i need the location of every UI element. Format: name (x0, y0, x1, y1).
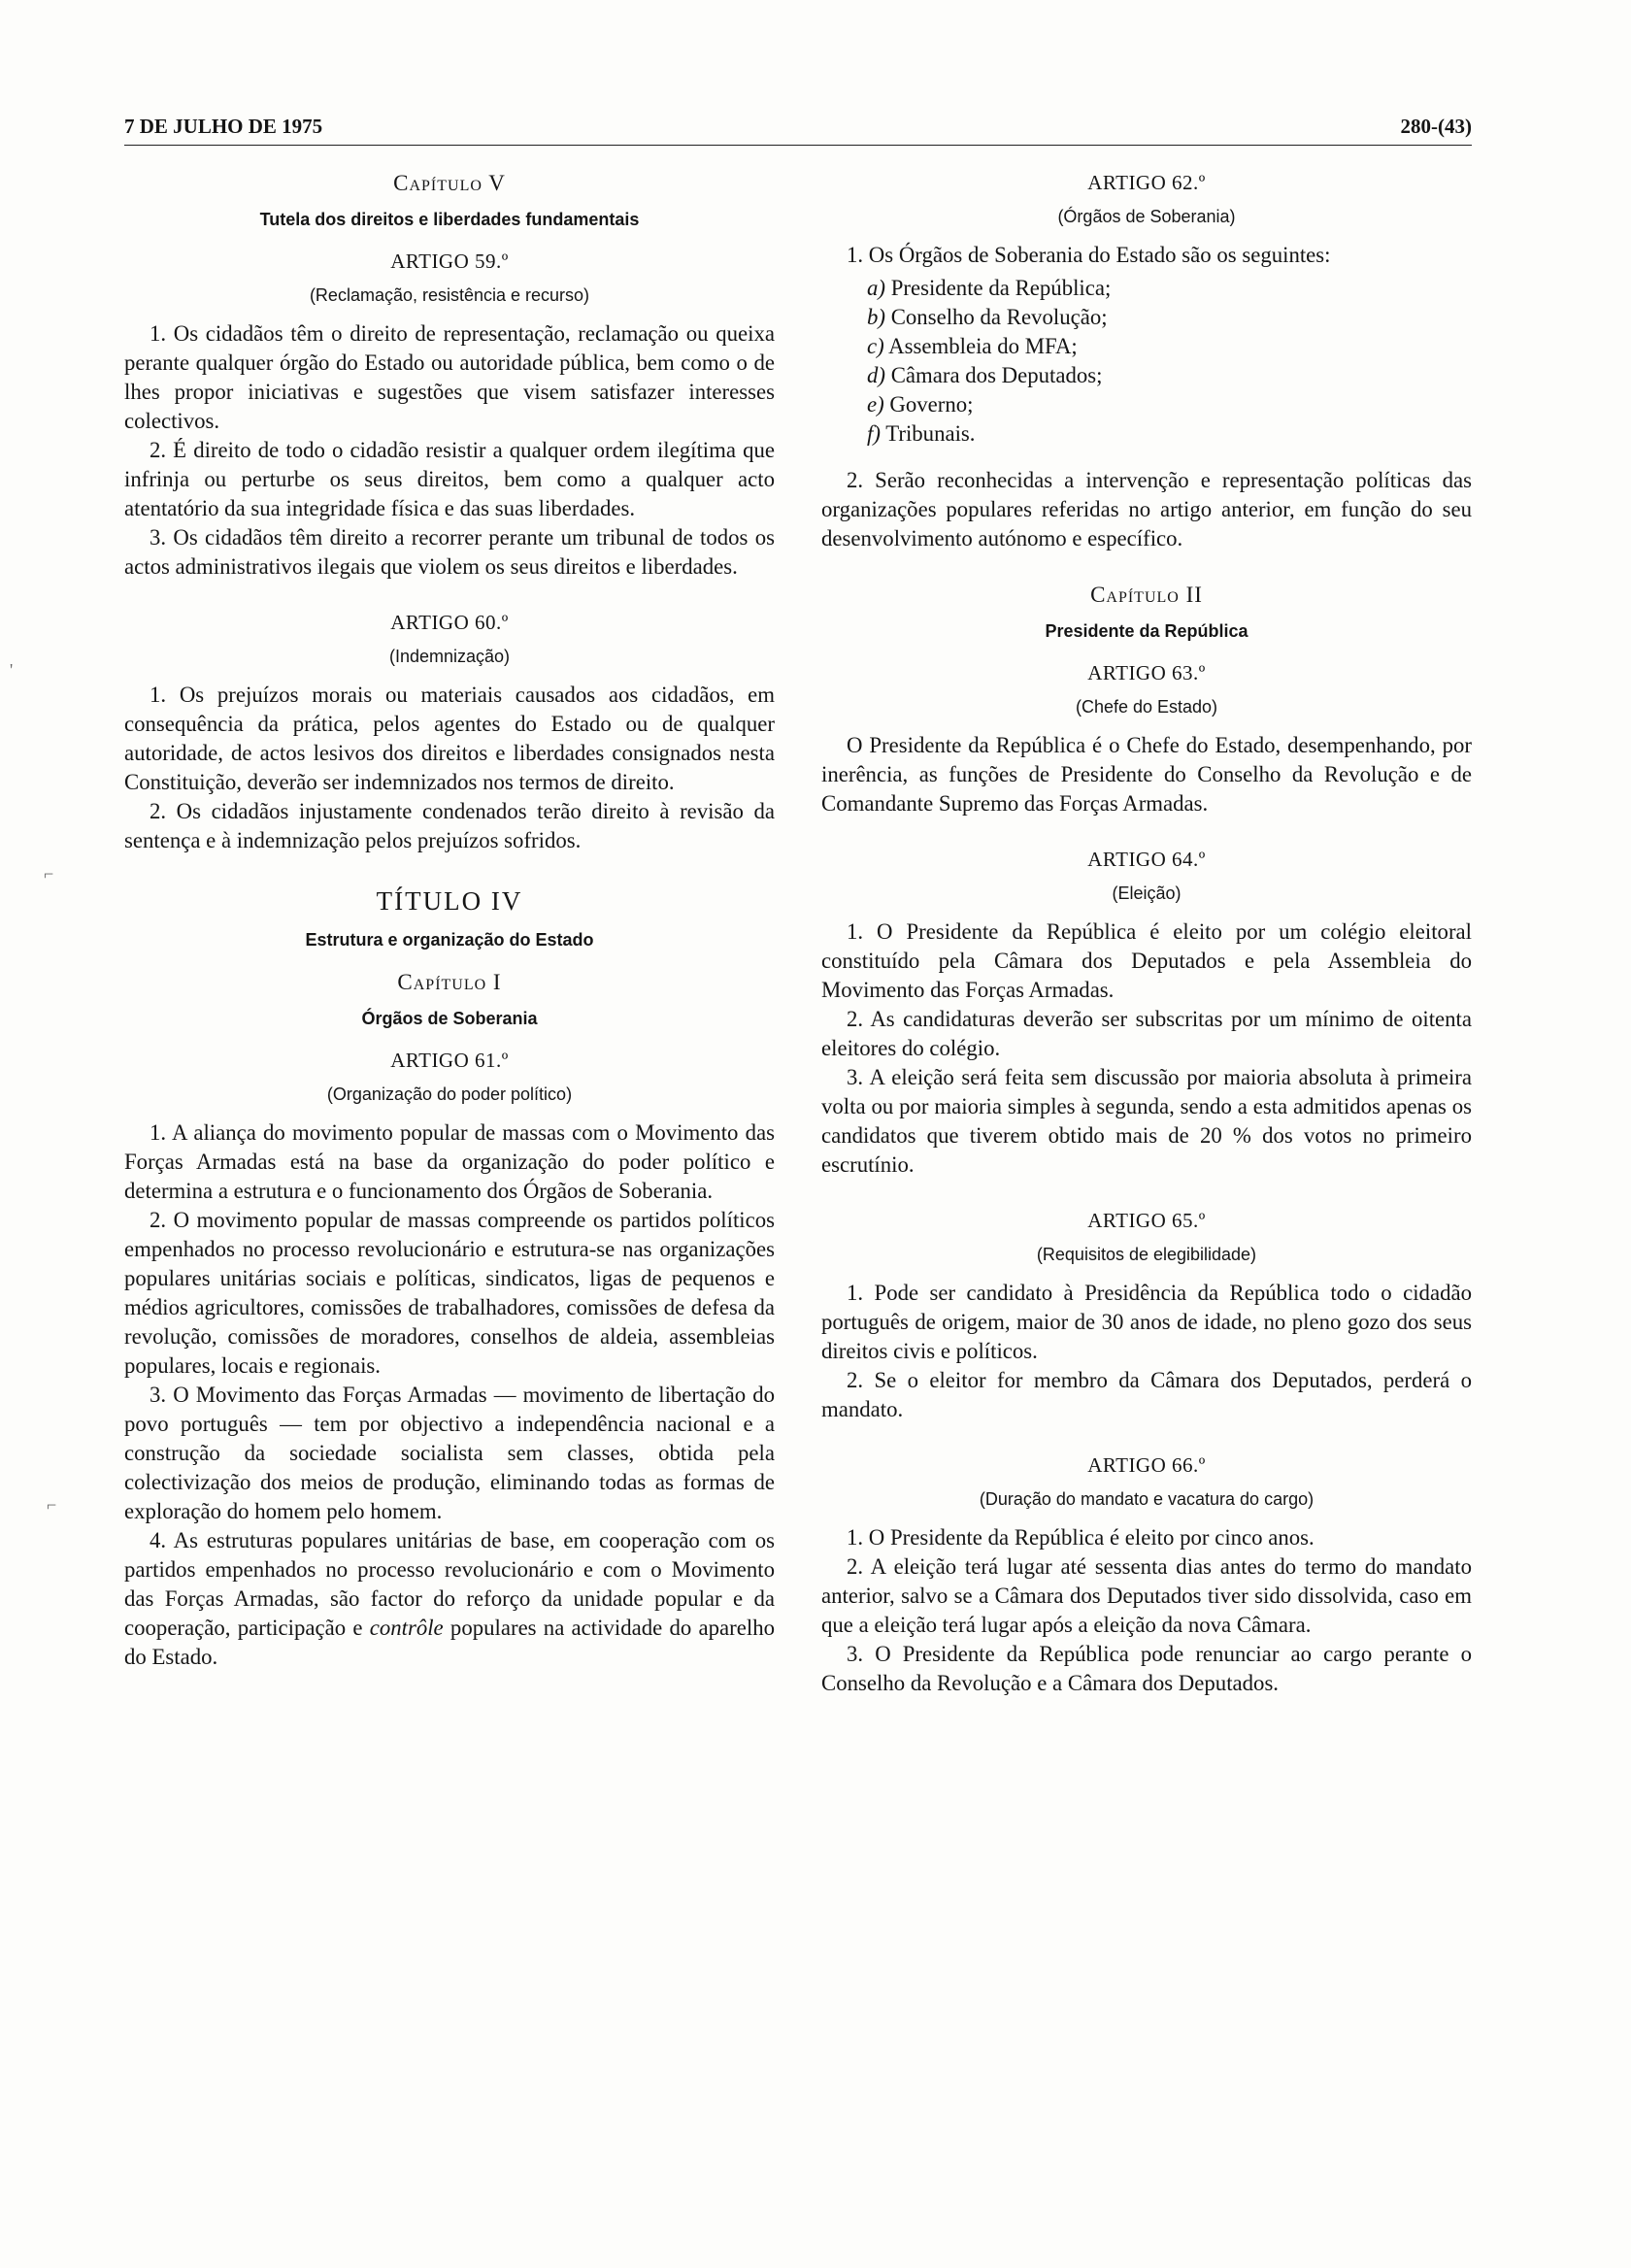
chapter-title: Presidente da República (1045, 621, 1248, 641)
chapter-heading: Capítulo I (397, 970, 502, 994)
article-subtitle: (Reclamação, resistência e recurso) (309, 285, 590, 305)
paragraph: 1. O Presidente da República é eleito por cinco anos. (847, 1525, 1315, 1550)
article-heading: ARTIGO 63.º (1087, 661, 1206, 684)
running-header (124, 115, 1472, 146)
paragraph: 2. Serão reconhecidas a intervenção e representação políticas das organizações populares referidas no artigo anterior, em função do seu desenvolvimento autónomo e específico. (821, 468, 1472, 550)
list-item: b) Conselho da Revolução; (867, 305, 1108, 329)
article-subtitle: (Eleição) (1112, 884, 1182, 903)
paragraph: 1. O Presidente da República é eleito por um colégio eleitoral constituído pela Câmara dos Deputados e pela Assembleia do Movimento das Forças Armadas. (821, 919, 1472, 1002)
paragraph: 3. Os cidadãos têm direito a recorrer perante um tribunal de todos os actos administrativos ilegais que violem os seus direitos e liberdades. (124, 525, 775, 579)
left-column (124, 171, 775, 1698)
chapter-title: Órgãos de Soberania (361, 1009, 538, 1028)
paragraph: 3. A eleição será feita sem discussão por maioria absoluta à primeira volta ou por maioria simples à segunda, sendo a esta admitidos apenas os candidatos que tiverem obtido mais de 20 % dos votos no primeiro escrutínio. (821, 1065, 1472, 1177)
article-heading: ARTIGO 64.º (1087, 848, 1206, 871)
paragraph: 1. Os cidadãos têm o direito de representação, reclamação ou queixa perante qualquer órgão do Estado ou autoridade pública, bem como o de lhes propor iniciativas e sugestões que visem satisfazer interesses colectivos. (124, 321, 775, 433)
paragraph: 3. O Presidente da República pode renunciar ao cargo perante o Conselho da Revolução e a Câmara dos Deputados. (821, 1642, 1472, 1695)
header-page-number: 280-(43) (1400, 115, 1472, 138)
article-heading: ARTIGO 59.º (390, 250, 509, 273)
paragraph: 2. É direito de todo o cidadão resistir a qualquer ordem ilegítima que infrinja ou perturbe os seus direitos, bem como a qualquer acto atentatório da sua integridade física e das suas liberdades. (124, 438, 775, 520)
list-item: d) Câmara dos Deputados; (867, 363, 1103, 387)
article-heading: ARTIGO 61.º (390, 1049, 509, 1072)
article-heading: ARTIGO 66.º (1087, 1453, 1206, 1477)
article-heading: ARTIGO 60.º (390, 611, 509, 634)
paragraph: 2. A eleição terá lugar até sessenta dias antes do termo do mandato anterior, salvo se a Câmara dos Deputados tiver sido dissolvida, caso em que a eleição terá lugar após a eleição da nova Câmara. (821, 1554, 1472, 1637)
chapter-title: Tutela dos direitos e liberdades fundamentais (259, 210, 640, 229)
italic-term: contrôle (369, 1616, 444, 1640)
scan-speck: ⌐ (47, 1495, 57, 1515)
paragraph: 2. Se o eleitor for membro da Câmara dos Deputados, perderá o mandato. (821, 1368, 1472, 1421)
article-subtitle: (Órgãos de Soberania) (1057, 207, 1236, 226)
list-item: a) Presidente da República; (867, 276, 1112, 300)
article-heading: ARTIGO 65.º (1087, 1209, 1206, 1232)
title-heading: TÍTULO IV (376, 886, 523, 916)
chapter-heading: Capítulo V (393, 171, 506, 195)
scan-speck: ' (10, 660, 14, 680)
article-subtitle: (Indemnização) (388, 647, 511, 666)
paragraph: 1. Os Órgãos de Soberania do Estado são os seguintes: (847, 243, 1331, 267)
paragraph: 2. As candidaturas deverão ser subscritas por um mínimo de oitenta eleitores do colégio. (821, 1007, 1472, 1060)
list-item: c) Assembleia do MFA; (867, 334, 1078, 358)
paragraph: 2. O movimento popular de massas compreende os partidos políticos empenhados no processo revolucionário e estrutura-se nas organizações populares unitárias sociais e políticas, sindicatos, ligas de pequenos e médios agricultores, comissões de trabalhadores, comissões de defesa da revolução, comissões de moradores, conselhos de aldeia, assembleias populares, locais e regionais. (124, 1208, 775, 1378)
organ-list (867, 274, 1472, 449)
paragraph: O Presidente da República é o Chefe do Estado, desempenhando, por inerência, as funções de Presidente do Conselho da Revolução e de Comandante Supremo das Forças Armadas. (821, 733, 1472, 816)
list-item: e) Governo; (867, 392, 974, 417)
paragraph: 1. Os prejuízos morais ou materiais causados aos cidadãos, em consequência da prática, pelos agentes do Estado ou de qualquer autoridade, de actos lesivos dos direitos e liberdades consignados nesta Constituição, deverão ser indemnizados nos termos de direito. (124, 683, 775, 794)
paragraph: 1. A aliança do movimento popular de massas com o Movimento das Forças Armadas está na base da organização do poder político e determina a estrutura e o funcionamento dos Órgãos de Soberania. (124, 1120, 775, 1203)
article-subtitle: (Organização do poder político) (326, 1084, 573, 1104)
list-item: f) Tribunais. (867, 421, 976, 446)
two-column-body (124, 171, 1472, 1698)
right-column (821, 171, 1472, 1698)
paragraph: 3. O Movimento das Forças Armadas — movimento de libertação do povo português — tem por objectivo a independência nacional e a construção da sociedade socialista sem classes, obtida pela colectivização dos meios de produção, eliminando todas as formas de exploração do homem pelo homem. (124, 1383, 775, 1523)
scan-speck: ⌐ (44, 864, 54, 884)
paragraph: 2. Os cidadãos injustamente condenados terão direito à revisão da sentença e à indemnização pelos prejuízos sofridos. (124, 799, 775, 852)
title-subheading: Estrutura e organização do Estado (305, 930, 594, 950)
header-date: 7 DE JULHO DE 1975 (124, 115, 323, 138)
paragraph: 4. As estruturas populares unitárias de base, em cooperação com os partidos empenhados no processo revolucionário e com o Movimento das Forças Armadas, são factor do reforço da unidade popular e da cooperação, participação e contrôle populares na actividade do aparelho do Estado. (124, 1528, 775, 1669)
article-subtitle: (Chefe do Estado) (1075, 697, 1218, 717)
article-subtitle: (Requisitos de elegibilidade) (1036, 1245, 1257, 1264)
article-subtitle: (Duração do mandato e vacatura do cargo) (979, 1489, 1315, 1509)
gazette-page (124, 115, 1472, 1698)
chapter-heading: Capítulo II (1090, 583, 1203, 607)
article-heading: ARTIGO 62.º (1087, 171, 1206, 194)
paragraph: 1. Pode ser candidato à Presidência da República todo o cidadão português de origem, maior de 30 anos de idade, no pleno gozo dos seus direitos civis e políticos. (821, 1281, 1472, 1363)
